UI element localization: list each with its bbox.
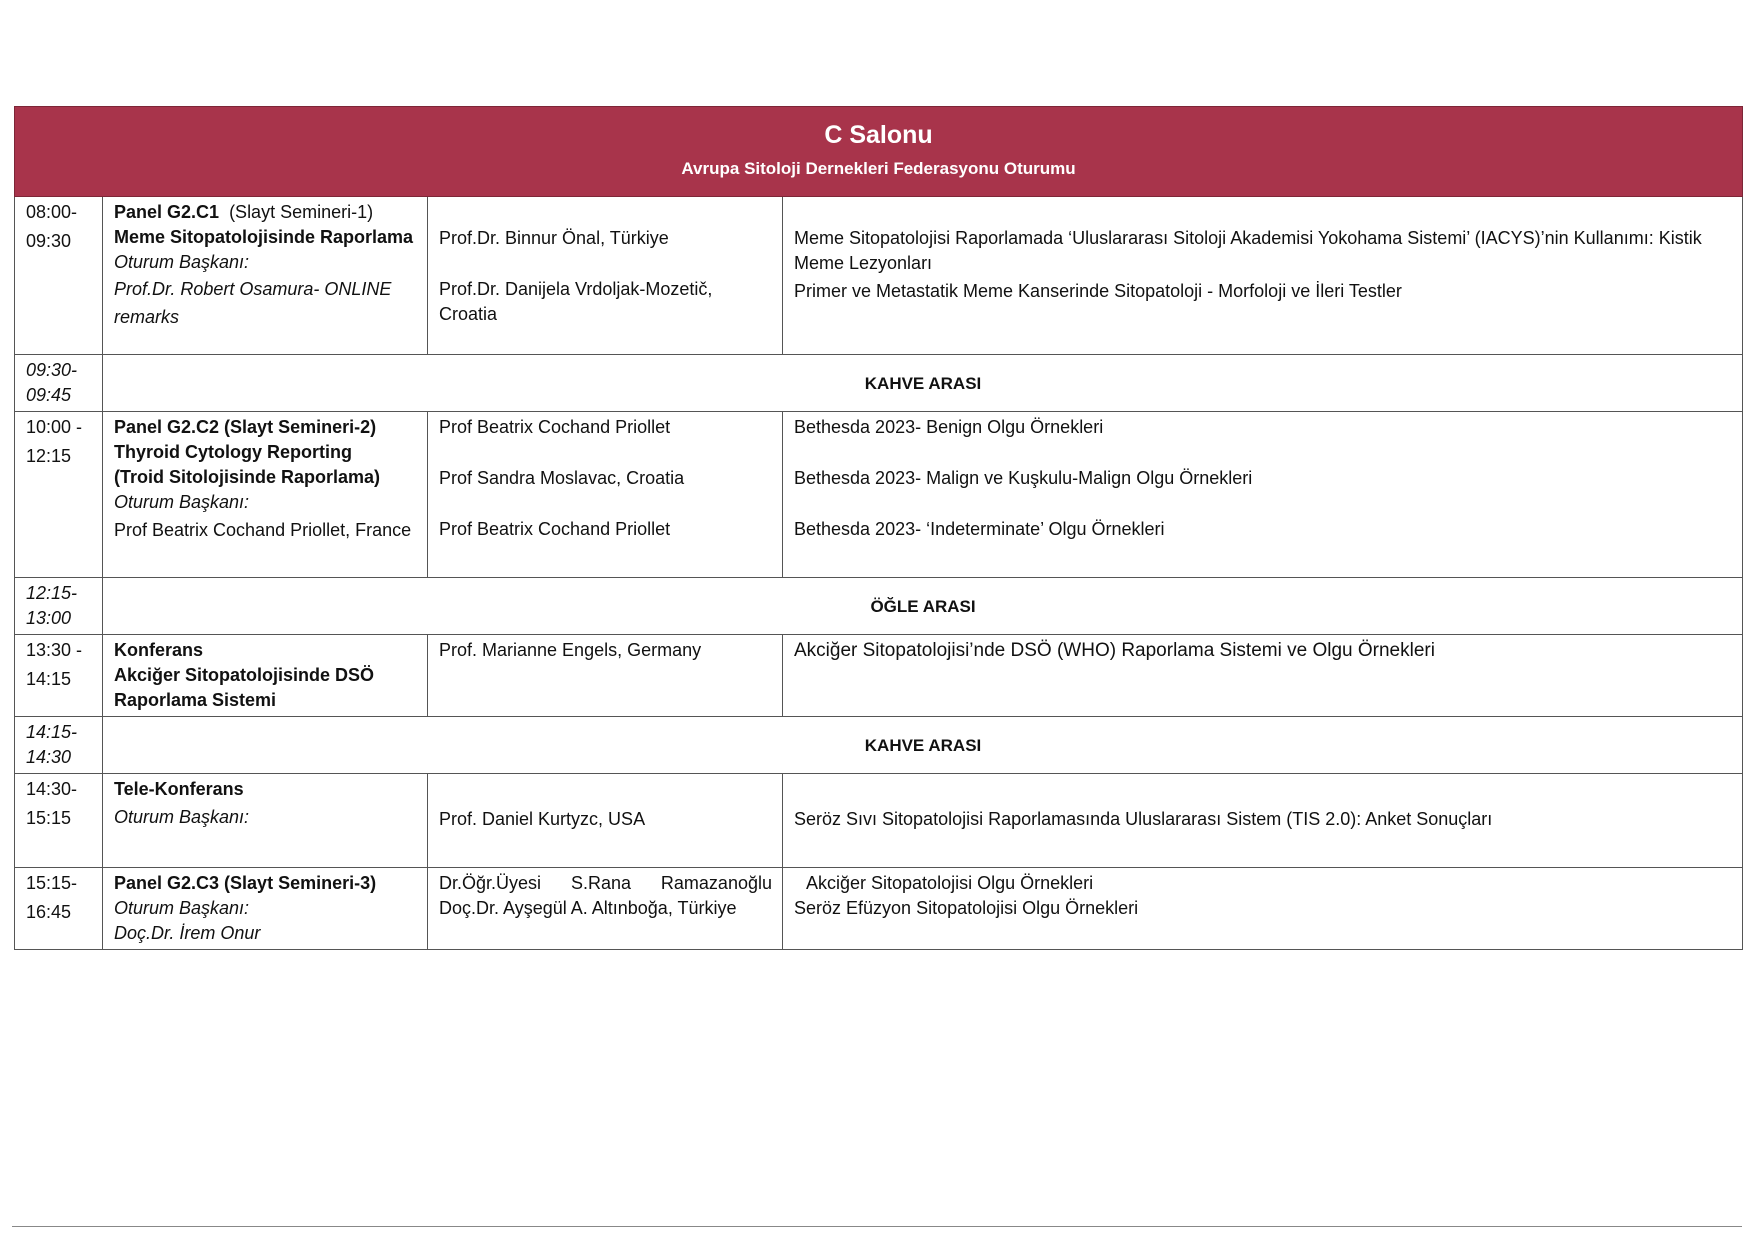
topic: Meme Sitopatolojisi Raporlamada ‘Uluslararası Sitoloji Akademisi Yokohama Sistemi’ (IACYS)’nin Kullanımı: Kistik Meme Lezyonları — [794, 228, 1702, 273]
panel-note: (Slayt Semineri-1) — [229, 202, 374, 222]
time-end: 13:00 — [26, 608, 72, 628]
panel-code: Panel G2.C2 (Slayt Semineri-2) — [114, 417, 377, 437]
speaker-cell — [428, 774, 783, 868]
time-end: 09:30 — [26, 231, 72, 251]
session-subtitle: (Troid Sitolojisinde Raporlama) — [114, 467, 381, 487]
time-start: 10:00 - — [26, 417, 83, 437]
speaker: Prof Sandra Moslavac, Croatia — [439, 468, 685, 488]
time-start: 12:15- — [26, 583, 78, 603]
time-end: 14:15 — [26, 669, 72, 689]
program-table — [14, 106, 1743, 950]
topic: Bethesda 2023- Benign Olgu Örnekleri — [794, 417, 1104, 437]
time-end: 14:30 — [26, 747, 72, 767]
time-cell — [15, 717, 103, 774]
time-end: 16:45 — [26, 902, 72, 922]
topic-cell — [783, 412, 1743, 578]
topic-cell — [783, 868, 1743, 950]
time-start: 15:15- — [26, 873, 78, 893]
time-start: 14:30- — [26, 779, 78, 799]
time-cell — [15, 635, 103, 717]
session-info-cell — [103, 197, 428, 355]
topic-cell — [783, 774, 1743, 868]
hall-header-row — [15, 107, 1743, 197]
time-cell — [15, 412, 103, 578]
time-cell — [15, 868, 103, 950]
chair-label: Oturum Başkanı: — [114, 252, 250, 272]
topic: Seröz Sıvı Sitopatolojisi Raporlamasında Uluslararası Sistem (TIS 2.0): Anket Sonuçları — [794, 809, 1493, 829]
break-label: KAHVE ARASI — [103, 355, 1743, 412]
topic: Bethesda 2023- Malign ve Kuşkulu-Malign Olgu Örnekleri — [794, 468, 1253, 488]
chair-name: Prof.Dr. Robert Osamura- ONLINE remarks — [114, 279, 392, 327]
session-title: Thyroid Cytology Reporting — [114, 442, 352, 462]
session-row — [15, 197, 1743, 355]
topic: Akciğer Sitopatolojisi Olgu Örnekleri — [806, 873, 1094, 893]
hall-header — [15, 107, 1743, 197]
break-label: KAHVE ARASI — [103, 717, 1743, 774]
time-cell — [15, 197, 103, 355]
time-start: 13:30 - — [26, 640, 83, 660]
speaker: Prof Beatrix Cochand Priollet — [439, 519, 671, 539]
chair-label: Oturum Başkanı: — [114, 807, 250, 827]
speaker-cell — [428, 635, 783, 717]
break-row — [15, 717, 1743, 774]
session-row — [15, 868, 1743, 950]
speaker — [439, 871, 772, 896]
session-row — [15, 635, 1743, 717]
topic: Seröz Efüzyon Sitopatolojisi Olgu Örnekleri — [794, 898, 1139, 918]
topic-cell — [783, 197, 1743, 355]
break-row — [15, 578, 1743, 635]
topic-cell — [783, 635, 1743, 717]
speaker-name-part: S.Rana — [570, 873, 631, 893]
speaker: Prof. Marianne Engels, Germany — [439, 640, 702, 660]
session-type: Konferans — [114, 640, 204, 660]
session-title: Meme Sitopatolojisinde Raporlama — [114, 227, 414, 247]
session-info-cell — [103, 412, 428, 578]
panel-code: Panel G2.C3 (Slayt Semineri-3) — [114, 873, 377, 893]
time-cell — [15, 578, 103, 635]
time-end: 15:15 — [26, 808, 72, 828]
speaker-title-part: Dr.Öğr.Üyesi — [439, 873, 542, 893]
topic: Akciğer Sitopatolojisi’nde DSÖ (WHO) Raporlama Sistemi ve Olgu Örnekleri — [794, 640, 1435, 661]
topic: Primer ve Metastatik Meme Kanserinde Sitopatoloji - Morfoloji ve İleri Testler — [794, 281, 1402, 301]
speaker-cell — [428, 197, 783, 355]
chair-label: Oturum Başkanı: — [114, 898, 250, 918]
session-type: Tele-Konferans — [114, 779, 244, 799]
time-cell — [15, 774, 103, 868]
session-info-cell — [103, 868, 428, 950]
speaker-cell — [428, 412, 783, 578]
speaker-cell — [428, 868, 783, 950]
speaker: Prof Beatrix Cochand Priollet — [439, 417, 671, 437]
break-row — [15, 355, 1743, 412]
panel-code: Panel G2.C1 — [114, 202, 220, 222]
speaker: Doç.Dr. Ayşegül A. Altınboğa, Türkiye — [439, 898, 737, 918]
hall-title: C Salonu — [824, 121, 933, 149]
topic: Bethesda 2023- ‘Indeterminate’ Olgu Örnekleri — [794, 519, 1165, 539]
session-row — [15, 412, 1743, 578]
speaker: Prof.Dr. Danijela Vrdoljak-Mozetič, Croatia — [439, 279, 713, 324]
speaker: Prof.Dr. Binnur Önal, Türkiye — [439, 228, 669, 248]
hall-subtitle: Avrupa Sitoloji Dernekleri Federasyonu Oturumu — [681, 159, 1076, 178]
speaker-surname-part: Ramazanoğlu — [660, 873, 772, 893]
chair-name: Doç.Dr. İrem Onur — [114, 923, 261, 943]
time-end: 12:15 — [26, 446, 72, 466]
session-title: Akciğer Sitopatolojisinde DSÖ Raporlama Sistemi — [114, 665, 375, 710]
time-end: 09:45 — [26, 385, 72, 405]
chair-label: Oturum Başkanı: — [114, 492, 250, 512]
program-sheet — [14, 106, 1742, 950]
session-info-cell — [103, 635, 428, 717]
chair-name: Prof Beatrix Cochand Priollet, France — [114, 520, 412, 540]
speaker: Prof. Daniel Kurtyzc, USA — [439, 809, 646, 829]
session-row — [15, 774, 1743, 868]
time-cell — [15, 355, 103, 412]
break-label: ÖĞLE ARASI — [103, 578, 1743, 635]
session-info-cell — [103, 774, 428, 868]
time-start: 14:15- — [26, 722, 78, 742]
time-start: 08:00- — [26, 202, 78, 222]
time-start: 09:30- — [26, 360, 78, 380]
footer-divider — [12, 1226, 1742, 1227]
